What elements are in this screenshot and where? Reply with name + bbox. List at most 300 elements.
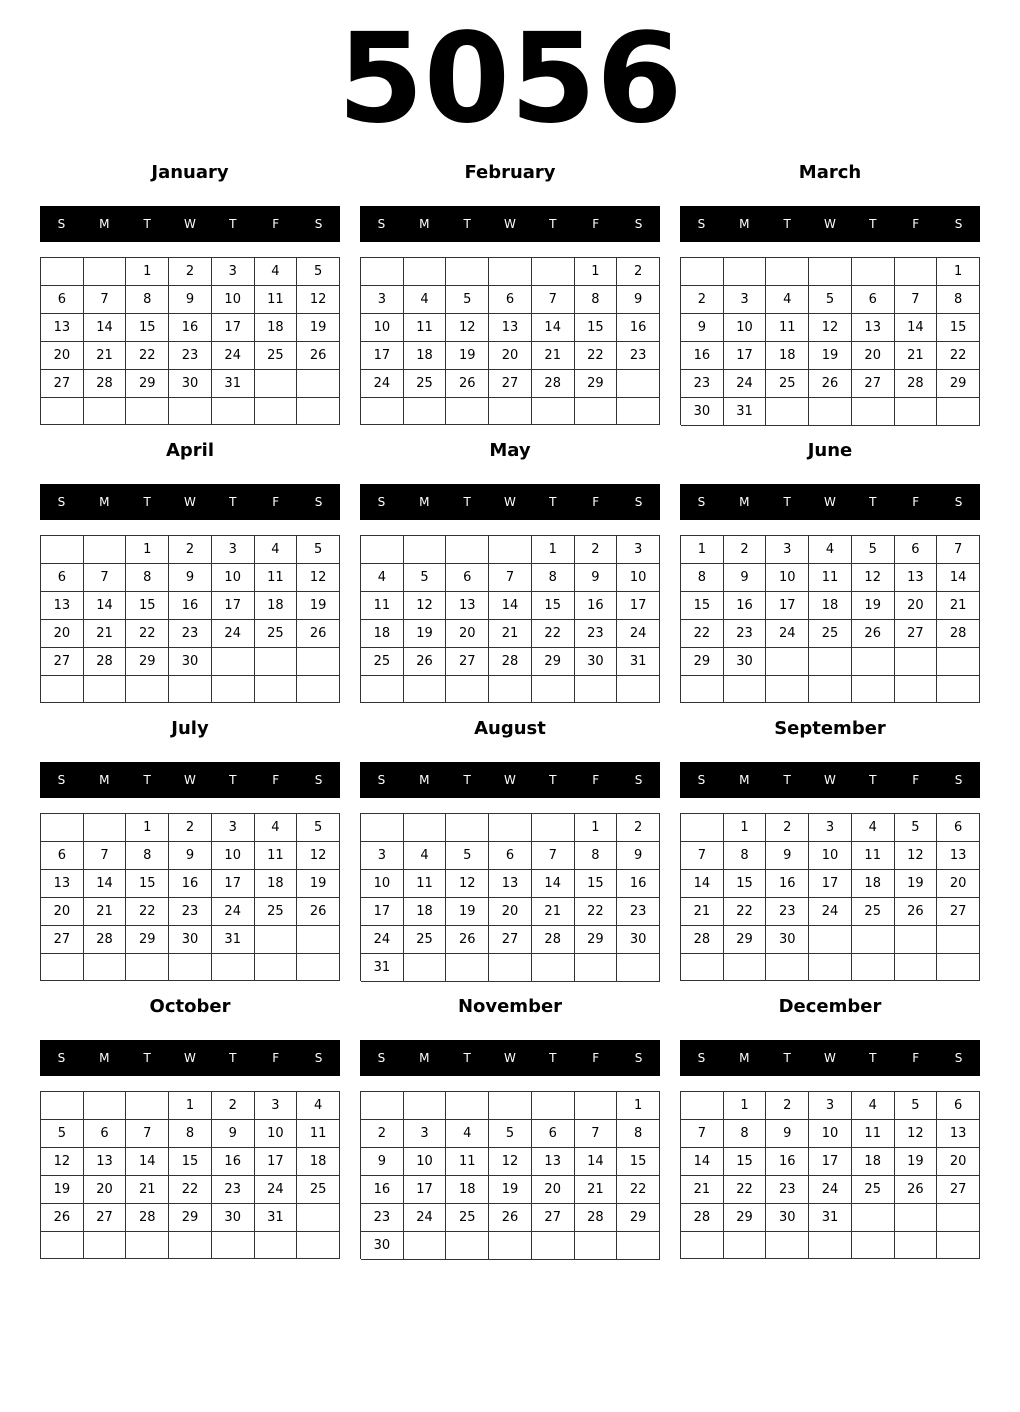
day-cell: 23 (169, 620, 212, 648)
day-grid (40, 257, 340, 425)
day-cell: 18 (255, 592, 298, 620)
weekday-header (40, 206, 340, 242)
day-cell: 6 (852, 286, 895, 314)
day-cell: 21 (126, 1176, 169, 1204)
day-cell: 26 (446, 926, 489, 954)
day-cell: 21 (895, 342, 938, 370)
day-cell: 13 (41, 592, 84, 620)
day-cell: 15 (126, 314, 169, 342)
day-cell: 7 (489, 564, 532, 592)
day-cell: 5 (297, 258, 340, 286)
day-cell: 22 (681, 620, 724, 648)
month-name: July (171, 718, 209, 739)
empty-cell (532, 814, 575, 842)
empty-cell (895, 398, 938, 426)
day-cell: 16 (724, 592, 767, 620)
day-cell: 14 (575, 1148, 618, 1176)
day-cell: 8 (724, 1120, 767, 1148)
day-cell: 24 (361, 926, 404, 954)
weekday-header (40, 762, 340, 798)
day-cell: 26 (895, 898, 938, 926)
empty-cell (532, 1232, 575, 1260)
day-cell: 11 (404, 870, 447, 898)
day-grid (40, 535, 340, 703)
day-grid (360, 535, 660, 703)
weekday-label: S (314, 217, 323, 231)
day-cell: 20 (489, 898, 532, 926)
day-cell: 29 (575, 370, 618, 398)
day-cell: 13 (41, 314, 84, 342)
day-cell: 16 (681, 342, 724, 370)
empty-cell (84, 676, 127, 703)
day-cell: 1 (532, 536, 575, 564)
empty-cell (126, 954, 169, 981)
day-cell: 16 (617, 314, 660, 342)
day-cell: 1 (681, 536, 724, 564)
day-cell: 15 (532, 592, 575, 620)
day-cell: 19 (809, 342, 852, 370)
empty-cell (852, 398, 895, 426)
weekday-header (360, 762, 660, 798)
day-cell: 27 (489, 926, 532, 954)
day-cell: 13 (84, 1148, 127, 1176)
day-cell: 19 (297, 314, 340, 342)
day-cell: 29 (617, 1204, 660, 1232)
day-cell: 25 (404, 926, 447, 954)
empty-cell (41, 1232, 84, 1259)
day-cell: 5 (852, 536, 895, 564)
day-cell: 21 (532, 342, 575, 370)
weekday-label: T (143, 217, 151, 231)
empty-cell (361, 258, 404, 286)
day-cell: 29 (724, 1204, 767, 1232)
empty-cell (255, 370, 298, 398)
weekday-header (680, 762, 980, 798)
empty-cell (937, 398, 980, 426)
weekday-label: S (634, 495, 643, 509)
weekday-header (680, 1040, 980, 1076)
empty-cell (809, 398, 852, 426)
day-cell: 9 (766, 842, 809, 870)
day-cell: 16 (169, 870, 212, 898)
month-name: May (489, 440, 531, 461)
day-cell: 18 (297, 1148, 340, 1176)
day-cell: 5 (446, 286, 489, 314)
day-cell: 28 (84, 370, 127, 398)
weekday-label: T (783, 217, 791, 231)
empty-cell (297, 398, 340, 425)
day-cell: 7 (532, 286, 575, 314)
day-cell: 17 (361, 342, 404, 370)
day-cell: 24 (809, 1176, 852, 1204)
empty-cell (84, 1232, 127, 1259)
empty-cell (404, 1232, 447, 1260)
empty-cell (895, 926, 938, 954)
empty-cell (212, 648, 255, 676)
day-cell: 23 (681, 370, 724, 398)
empty-cell (617, 370, 660, 398)
day-grid (680, 257, 980, 425)
day-cell: 30 (169, 370, 212, 398)
empty-cell (489, 676, 532, 703)
empty-cell (446, 536, 489, 564)
day-cell: 20 (41, 620, 84, 648)
day-cell: 10 (361, 314, 404, 342)
weekday-label: M (419, 773, 430, 787)
day-cell: 20 (937, 1148, 980, 1176)
empty-cell (617, 1232, 660, 1260)
day-cell: 5 (41, 1120, 84, 1148)
weekday-label: T (783, 773, 791, 787)
day-cell: 22 (724, 1176, 767, 1204)
day-cell: 24 (766, 620, 809, 648)
weekday-label: S (954, 217, 963, 231)
day-cell: 18 (361, 620, 404, 648)
weekday-label: F (912, 495, 920, 509)
month-name: March (798, 162, 862, 183)
empty-cell (937, 676, 980, 703)
empty-cell (766, 258, 809, 286)
day-cell: 28 (84, 926, 127, 954)
weekday-label: T (463, 495, 471, 509)
empty-cell (895, 676, 938, 703)
day-cell: 28 (489, 648, 532, 676)
day-cell: 7 (937, 536, 980, 564)
day-cell: 16 (766, 1148, 809, 1176)
empty-cell (809, 676, 852, 703)
day-cell: 29 (681, 648, 724, 676)
empty-cell (297, 1232, 340, 1259)
day-cell: 5 (489, 1120, 532, 1148)
day-cell: 3 (361, 842, 404, 870)
day-cell: 16 (361, 1176, 404, 1204)
day-cell: 9 (169, 564, 212, 592)
empty-cell (617, 954, 660, 982)
day-grid (360, 257, 660, 425)
day-cell: 5 (404, 564, 447, 592)
day-cell: 1 (575, 814, 618, 842)
weekday-label: T (143, 1051, 151, 1065)
day-cell: 10 (212, 286, 255, 314)
day-cell: 17 (404, 1176, 447, 1204)
weekday-label: F (592, 773, 600, 787)
empty-cell (41, 954, 84, 981)
weekday-label: S (634, 773, 643, 787)
empty-cell (809, 258, 852, 286)
day-cell: 11 (297, 1120, 340, 1148)
day-cell: 13 (852, 314, 895, 342)
day-cell: 1 (617, 1092, 660, 1120)
empty-cell (766, 648, 809, 676)
empty-cell (489, 814, 532, 842)
empty-cell (489, 398, 532, 425)
day-cell: 30 (212, 1204, 255, 1232)
day-cell: 31 (212, 926, 255, 954)
day-cell: 20 (895, 592, 938, 620)
day-cell: 19 (895, 870, 938, 898)
day-cell: 17 (212, 870, 255, 898)
day-cell: 28 (937, 620, 980, 648)
day-cell: 21 (489, 620, 532, 648)
weekday-label: T (783, 1051, 791, 1065)
day-cell: 30 (766, 926, 809, 954)
day-cell: 5 (895, 1092, 938, 1120)
weekday-label: T (463, 1051, 471, 1065)
day-cell: 21 (84, 898, 127, 926)
empty-cell (404, 1092, 447, 1120)
empty-cell (681, 954, 724, 981)
day-cell: 30 (681, 398, 724, 426)
month-name: April (165, 440, 215, 461)
day-cell: 6 (895, 536, 938, 564)
day-cell: 29 (575, 926, 618, 954)
weekday-label: S (697, 773, 706, 787)
empty-cell (724, 676, 767, 703)
day-cell: 22 (575, 342, 618, 370)
day-grid (40, 813, 340, 981)
month-name: October (149, 996, 231, 1017)
empty-cell (809, 648, 852, 676)
weekday-label: S (314, 1051, 323, 1065)
day-cell: 29 (126, 648, 169, 676)
day-cell: 3 (255, 1092, 298, 1120)
empty-cell (895, 648, 938, 676)
day-cell: 2 (575, 536, 618, 564)
empty-cell (212, 398, 255, 425)
empty-cell (446, 954, 489, 982)
day-cell: 29 (724, 926, 767, 954)
empty-cell (404, 258, 447, 286)
day-cell: 17 (212, 592, 255, 620)
day-cell: 29 (126, 926, 169, 954)
weekday-label: S (697, 495, 706, 509)
day-cell: 9 (724, 564, 767, 592)
day-cell: 19 (489, 1176, 532, 1204)
empty-cell (126, 1232, 169, 1259)
empty-cell (617, 398, 660, 425)
empty-cell (575, 954, 618, 982)
day-cell: 16 (575, 592, 618, 620)
day-cell: 2 (766, 1092, 809, 1120)
day-cell: 3 (809, 814, 852, 842)
day-cell: 8 (937, 286, 980, 314)
day-cell: 25 (361, 648, 404, 676)
day-cell: 23 (575, 620, 618, 648)
weekday-label: S (377, 1051, 386, 1065)
day-cell: 18 (404, 342, 447, 370)
weekday-label: T (229, 773, 237, 787)
day-cell: 27 (937, 898, 980, 926)
day-cell: 2 (212, 1092, 255, 1120)
day-cell: 12 (895, 842, 938, 870)
day-cell: 10 (212, 564, 255, 592)
day-cell: 21 (84, 342, 127, 370)
empty-cell (532, 1092, 575, 1120)
day-cell: 5 (297, 814, 340, 842)
day-cell: 26 (297, 342, 340, 370)
empty-cell (766, 1232, 809, 1259)
empty-cell (575, 1092, 618, 1120)
day-cell: 20 (937, 870, 980, 898)
month-name: November (457, 996, 563, 1017)
day-cell: 24 (809, 898, 852, 926)
day-cell: 23 (169, 342, 212, 370)
day-cell: 23 (617, 898, 660, 926)
day-cell: 31 (809, 1204, 852, 1232)
day-cell: 17 (361, 898, 404, 926)
empty-cell (404, 536, 447, 564)
day-cell: 2 (681, 286, 724, 314)
empty-cell (404, 398, 447, 425)
day-cell: 13 (937, 842, 980, 870)
day-cell: 25 (852, 898, 895, 926)
day-cell: 11 (255, 564, 298, 592)
day-cell: 9 (681, 314, 724, 342)
day-cell: 3 (617, 536, 660, 564)
day-cell: 31 (724, 398, 767, 426)
day-cell: 4 (361, 564, 404, 592)
empty-cell (617, 676, 660, 703)
weekday-label: T (229, 495, 237, 509)
day-cell: 6 (41, 286, 84, 314)
day-cell: 25 (255, 898, 298, 926)
day-cell: 10 (809, 842, 852, 870)
day-cell: 17 (724, 342, 767, 370)
empty-cell (41, 676, 84, 703)
empty-cell (895, 954, 938, 981)
day-cell: 13 (446, 592, 489, 620)
empty-cell (937, 648, 980, 676)
day-cell: 25 (255, 342, 298, 370)
day-cell: 15 (937, 314, 980, 342)
weekday-label: W (184, 1051, 196, 1065)
weekday-label: S (57, 217, 66, 231)
day-cell: 29 (169, 1204, 212, 1232)
weekday-label: T (869, 495, 877, 509)
day-cell: 1 (126, 814, 169, 842)
day-cell: 12 (297, 842, 340, 870)
day-cell: 26 (404, 648, 447, 676)
empty-cell (937, 926, 980, 954)
day-cell: 26 (297, 620, 340, 648)
empty-cell (575, 1232, 618, 1260)
day-cell: 24 (212, 342, 255, 370)
day-cell: 12 (297, 286, 340, 314)
day-cell: 16 (212, 1148, 255, 1176)
empty-cell (895, 258, 938, 286)
empty-cell (169, 1232, 212, 1259)
day-cell: 21 (681, 898, 724, 926)
empty-cell (852, 926, 895, 954)
weekday-label: F (912, 1051, 920, 1065)
day-cell: 29 (126, 370, 169, 398)
weekday-label: T (549, 495, 557, 509)
empty-cell (681, 676, 724, 703)
day-cell: 27 (41, 926, 84, 954)
day-cell: 28 (532, 926, 575, 954)
day-cell: 12 (489, 1148, 532, 1176)
weekday-label: F (912, 773, 920, 787)
empty-cell (361, 676, 404, 703)
weekday-label: W (504, 495, 516, 509)
weekday-header (680, 206, 980, 242)
day-cell: 24 (361, 370, 404, 398)
weekday-label: T (143, 495, 151, 509)
weekday-label: S (57, 773, 66, 787)
empty-cell (84, 954, 127, 981)
day-cell: 19 (895, 1148, 938, 1176)
empty-cell (532, 954, 575, 982)
day-cell: 11 (361, 592, 404, 620)
empty-cell (489, 536, 532, 564)
empty-cell (297, 926, 340, 954)
day-cell: 4 (255, 814, 298, 842)
day-cell: 3 (809, 1092, 852, 1120)
day-cell: 4 (852, 814, 895, 842)
day-cell: 9 (169, 286, 212, 314)
day-cell: 15 (575, 870, 618, 898)
day-cell: 2 (169, 814, 212, 842)
empty-cell (446, 1092, 489, 1120)
weekday-label: W (824, 495, 836, 509)
weekday-label: T (463, 217, 471, 231)
day-cell: 23 (724, 620, 767, 648)
day-cell: 4 (255, 536, 298, 564)
day-cell: 11 (404, 314, 447, 342)
day-cell: 26 (41, 1204, 84, 1232)
day-cell: 21 (532, 898, 575, 926)
day-cell: 14 (84, 592, 127, 620)
day-cell: 13 (489, 870, 532, 898)
weekday-label: S (954, 495, 963, 509)
day-cell: 7 (532, 842, 575, 870)
weekday-label: M (739, 495, 750, 509)
empty-cell (297, 1204, 340, 1232)
day-cell: 7 (895, 286, 938, 314)
day-cell: 13 (532, 1148, 575, 1176)
weekday-label: F (592, 217, 600, 231)
day-cell: 7 (575, 1120, 618, 1148)
day-cell: 22 (169, 1176, 212, 1204)
day-cell: 6 (446, 564, 489, 592)
empty-cell (297, 648, 340, 676)
day-cell: 10 (724, 314, 767, 342)
day-cell: 10 (766, 564, 809, 592)
weekday-label: W (184, 773, 196, 787)
month-name: August (474, 718, 546, 739)
empty-cell (446, 258, 489, 286)
empty-cell (766, 398, 809, 426)
day-cell: 24 (212, 620, 255, 648)
day-cell: 9 (617, 842, 660, 870)
day-cell: 12 (852, 564, 895, 592)
month-name: December (778, 996, 882, 1017)
day-cell: 7 (681, 842, 724, 870)
day-cell: 8 (617, 1120, 660, 1148)
day-cell: 7 (681, 1120, 724, 1148)
empty-cell (255, 676, 298, 703)
day-cell: 17 (766, 592, 809, 620)
day-grid (360, 1091, 660, 1259)
day-cell: 17 (617, 592, 660, 620)
month-name: June (807, 440, 853, 461)
day-cell: 6 (84, 1120, 127, 1148)
day-cell: 10 (255, 1120, 298, 1148)
day-cell: 22 (724, 898, 767, 926)
day-cell: 12 (446, 870, 489, 898)
day-cell: 4 (255, 258, 298, 286)
empty-cell (852, 258, 895, 286)
